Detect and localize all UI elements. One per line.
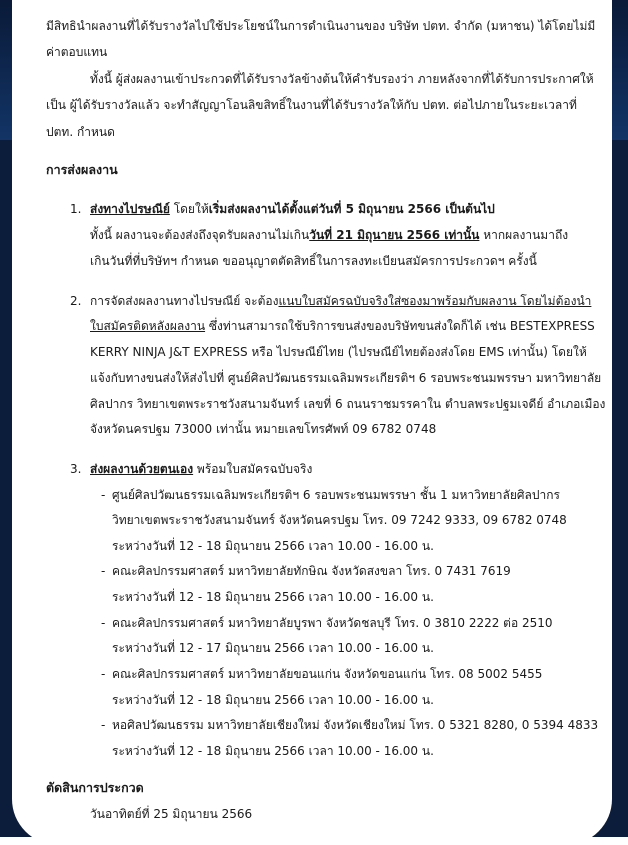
judging-date: วันอาทิตย์ที่ 25 มิถุนายน 2566	[90, 807, 253, 821]
item3-title: ส่งผลงานด้วยตนเอง	[90, 462, 194, 476]
list-bullet: -	[101, 488, 106, 502]
item2-line5: ศิลปากร วิทยาเขตพระราชวังสนามจันทร์ เลขที่ 6 ถนนราชมรรคาใน ตำบลพระปฐมเจดีย์ อำเภอเมือง	[90, 397, 606, 411]
location-line: ระหว่างวันที่ 12 - 18 มิถุนายน 2566 เวลา 10.00 - 16.00 น.	[112, 539, 434, 553]
intro-line: ทั้งนี้ ผู้ส่งผลงานเข้าประกวดที่ได้รับรางวัลข้างต้นให้คำรับรองว่า ภายหลังจากที่ได้รับการประกาศให้	[90, 72, 594, 86]
list-bullet: -	[101, 667, 106, 681]
item1-line1: ส่งทางไปรษณีย์ โดยให้เริ่มส่งผลงานได้ตั้งแต่วันที่ 5 มิถุนายน 2566 เป็นต้นไป	[90, 202, 495, 216]
item2-line4: แจ้งกับทางขนส่งให้ส่งไปที่ ศูนย์ศิลปวัฒนธรรมเฉลิมพระเกียรติฯ 6 รอบพระชนมพรรษา มหาวิทยาลัย	[90, 371, 602, 385]
list-number: 2.	[70, 294, 82, 308]
item2-line3: KERRY NINJA J&T EXPRESS หรือ ไปรษณีย์ไทย (ไปรษณีย์ไทยต้องส่งโดย EMS เท่านั้น) โดยให้	[90, 345, 587, 359]
item1-title: ส่งทางไปรษณีย์	[90, 202, 170, 216]
location-line: ศูนย์ศิลปวัฒนธรรมเฉลิมพระเกียรติฯ 6 รอบพระชนมพรรษา ชั้น 1 มหาวิทยาลัยศิลปากร	[112, 488, 560, 502]
item2-line6: จังหวัดนครปฐม 73000 เท่านั้น หมายเลขโทรศัพท์ 09 6782 0748	[90, 422, 437, 436]
location-line: ระหว่างวันที่ 12 - 18 มิถุนายน 2566 เวลา 10.00 - 16.00 น.	[112, 590, 434, 604]
list-number: 3.	[70, 462, 82, 476]
intro-line: เป็น ผู้ได้รับรางวัลแล้ว จะทำสัญญาโอนลิขสิทธิ์ในงานที่ได้รับรางวัลให้กับ ปตท. ต่อไปภายในระยะเวลาที่	[46, 98, 577, 112]
section-heading-submission: การส่งผลงาน	[46, 162, 118, 177]
item1-line3: เกินวันที่ที่บริษัทฯ กำหนด ขออนุญาตตัดสิทธิ์ในการลงทะเบียนสมัครการประกวดฯ ครั้งนี้	[90, 254, 537, 268]
list-number: 1.	[70, 202, 82, 216]
location-line: ระหว่างวันที่ 12 - 17 มิถุนายน 2566 เวลา 10.00 - 16.00 น.	[112, 641, 434, 655]
location-line: ระหว่างวันที่ 12 - 18 มิถุนายน 2566 เวลา 10.00 - 16.00 น.	[112, 693, 434, 707]
location-line: คณะศิลปกรรมศาสตร์ มหาวิทยาลัยขอนแก่น จังหวัดขอนแก่น โทร. 08 5002 5455	[112, 667, 543, 681]
location-line: ระหว่างวันที่ 12 - 18 มิถุนายน 2566 เวลา 10.00 - 16.00 น.	[112, 744, 434, 758]
location-line: หอศิลปวัฒนธรรม มหาวิทยาลัยเชียงใหม่ จังหวัดเชียงใหม่ โทร. 0 5321 8280, 0 5394 4833	[112, 718, 599, 732]
item2-line2: ใบสมัครติดหลังผลงาน ซึ่งท่านสามารถใช้บริการขนส่งของบริษัทขนส่งใดก็ได้ เช่น BESTEXPRESS	[90, 319, 595, 333]
list-bullet: -	[101, 616, 106, 630]
section-heading-judging: ตัดสินการประกวด	[46, 780, 144, 795]
intro-line: ค่าตอบแทน	[46, 45, 108, 59]
item1-line2: ทั้งนี้ ผลงานจะต้องส่งถึงจุดรับผลงานไม่เกินวันที่ 21 มิถุนายน 2566 เท่านั้น หากผลงานมาถึง	[90, 228, 569, 242]
list-bullet: -	[101, 718, 106, 732]
item2-line1: การจัดส่งผลงานทางไปรษณีย์ จะต้องแนบใบสมัครฉบับจริงใส่ซองมาพร้อมกับผลงาน โดยไม่ต้องนำ	[90, 294, 592, 308]
location-line: คณะศิลปกรรมศาสตร์ มหาวิทยาลัยทักษิณ จังหวัดสงขลา โทร. 0 7431 7619	[112, 564, 511, 578]
location-line: คณะศิลปกรรมศาสตร์ มหาวิทยาลัยบูรพา จังหวัดชลบุรี โทร. 0 3810 2222 ต่อ 2510	[112, 616, 553, 630]
list-bullet: -	[101, 564, 106, 578]
intro-line: มีสิทธินำผลงานที่ได้รับรางวัลไปใช้ประโยชน์ในการดำเนินงานของ บริษัท ปตท. จำกัด (มหาชน) ได้โดยไม่มี	[46, 19, 596, 33]
intro-line: ปตท. กำหนด	[46, 125, 115, 139]
location-line: วิทยาเขตพระราชวังสนามจันทร์ จังหวัดนครปฐม โทร. 09 7242 9333, 09 6782 0748	[112, 513, 567, 527]
item3-line1: ส่งผลงานด้วยตนเอง พร้อมใบสมัครฉบับจริง	[90, 462, 313, 476]
